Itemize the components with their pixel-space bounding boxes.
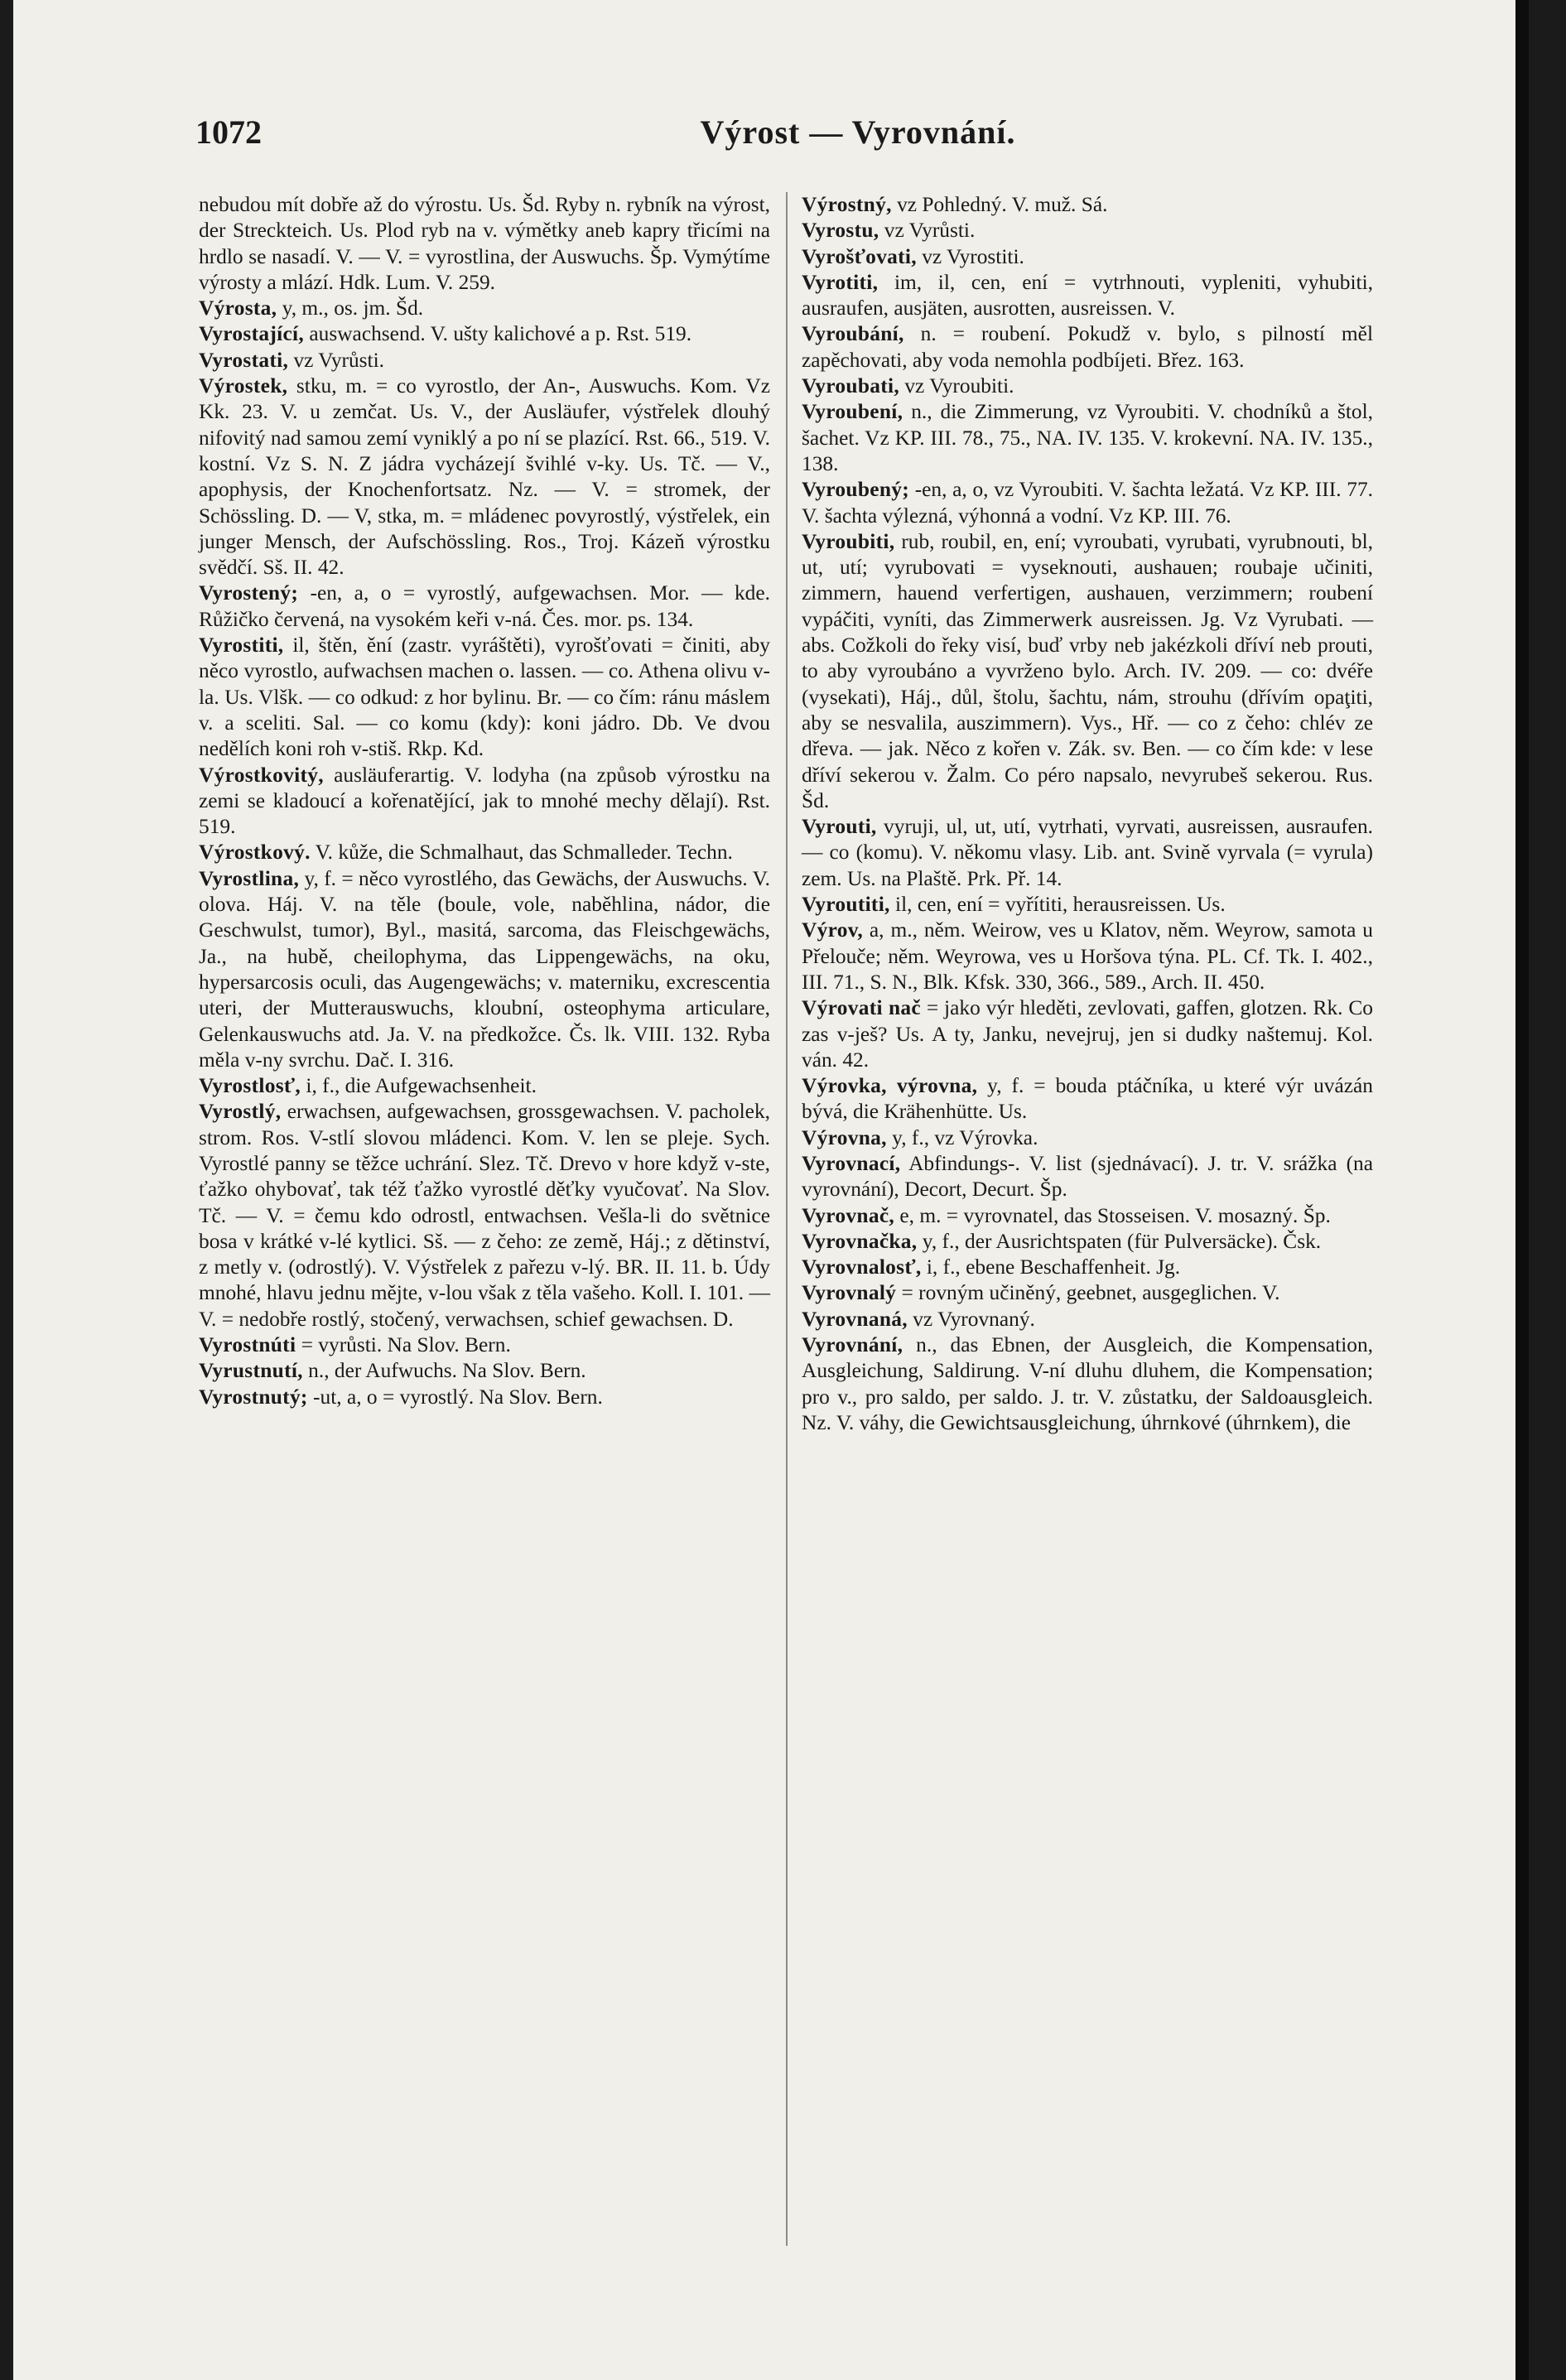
entry-definition: n., das Ebnen, der Ausgleich, die Kompensation, Ausgleichung, Saldirung. V-ní dluhu dluhem, die Kompensation; pro v., pro saldo, per saldo. J. tr. V. zůstatku, der Saldoausgleich. Nz. V. váhy, die Gewichtsausgleichung, úhrnkové (úhrnkem), die [802, 1333, 1373, 1434]
dictionary-entry [802, 918, 1373, 995]
entry-headword: Výrovka, výrovna, [802, 1074, 978, 1098]
dictionary-entry [199, 633, 770, 762]
dictionary-entry [199, 840, 770, 865]
dictionary-entry [802, 192, 1373, 218]
entry-definition: -en, a, o, vz Vyroubiti. V. šachta ležatá. Vz KP. III. 77. V. šachta výlezná, výhonná a vodní. Vz KP. III. 76. [802, 478, 1373, 528]
dictionary-entry [802, 1151, 1373, 1203]
dictionary-entry [199, 1073, 770, 1099]
entry-definition: stku, m. = co vyrostlo, der An-, Auswuchs. Kom. Vz Kk. 23. V. u zemčat. Us. V., der Ausläufer, výstřelek dlouhý nifovitý nad samou zemí vyniklý a po ní se plazící. Rst. 66., 519. V. kostní. Vz S. N. Z jádra vycházejí švihlé v-ky. Us. Tč. — V., apophysis, der Knochenfortsatz. Nz. — V. = stromek, der Schössling. D. — V, stka, m. = mládenec povyrostlý, výstřelek, ein junger Mensch, der Aufschössling. Ros., Troj. Kázeň výrostku svědčí. Sš. II. 42. [199, 374, 770, 580]
entry-headword: Výrovati nač [802, 996, 921, 1020]
entry-headword: Vyrovnalosť, [802, 1255, 922, 1279]
entry-headword: Vyrostnúti [199, 1333, 296, 1357]
dictionary-entry [199, 1332, 770, 1358]
left-column [199, 192, 770, 1410]
entry-headword: Vyrovnačka, [802, 1229, 918, 1253]
dictionary-entry [802, 1280, 1373, 1306]
dictionary-entry [802, 399, 1373, 477]
dictionary-entry [802, 270, 1373, 322]
entry-headword: Vyrošťovati, [802, 244, 917, 268]
page-header [195, 113, 1371, 162]
entry-headword: Výrov, [802, 918, 863, 942]
entry-headword: Vyrostený; [199, 581, 299, 605]
dictionary-entry [199, 1385, 770, 1410]
dictionary-entry [199, 763, 770, 841]
dictionary-entry [802, 1203, 1373, 1229]
dictionary-entry [802, 1125, 1373, 1151]
dictionary-entry [199, 296, 770, 321]
dictionary-entry [802, 1073, 1373, 1125]
column-divider [786, 192, 788, 2246]
entry-headword: Vyrovnání, [802, 1333, 903, 1357]
entry-headword: Vyrovnaná, [802, 1307, 908, 1331]
entry-headword: Výrostek, [199, 374, 288, 398]
entry-definition: Abfindungs-. V. list (sjednávací). J. tr. V. srážka (na vyrovnání), Decort, Decurt. Šp. [802, 1151, 1373, 1202]
entry-definition: auswachsend. V. ušty kalichové a p. Rst. 519. [304, 322, 692, 346]
entry-headword: Vyroubiti, [802, 529, 895, 553]
entry-headword: Vyroubený; [802, 478, 909, 502]
entry-headword: Vyrouti, [802, 815, 877, 839]
entry-definition: y, m., os. jm. Šd. [277, 296, 424, 320]
dictionary-entry [802, 1229, 1373, 1255]
entry-definition: a, m., něm. Weirow, ves u Klatov, něm. Weyrow, samota u Přelouče; něm. Weyrowa, ves u Horšova týna. PL. Cf. Tk. I. 402., III. 71., S. N., Blk. Kfsk. 330, 366., 589., Arch. II. 450. [802, 918, 1373, 994]
entry-definition: ausläuferartig. V. lodyha (na způsob výrostku na zemi se kladoucí a kořenatějící, jak to mnohé mechy dělají). Rst. 519. [199, 763, 770, 839]
entry-definition: -en, a, o = vyrostlý, aufgewachsen. Mor. — kde. Růžičko červená, na vysokém keři v-ná. Čes. mor. ps. 134. [199, 581, 770, 631]
dictionary-entry [199, 321, 770, 347]
dictionary-page [13, 0, 1529, 2380]
entry-definition: vz Vyrůsti. [879, 219, 976, 243]
entry-definition: vyruji, ul, ut, utí, vytrhati, vyrvati, ausreissen, ausraufen. — co (komu). V. někomu vlasy. Lib. ant. Svině vyrvala (= vyrula) zem. Us. na Plaště. Prk. Př. 14. [802, 815, 1373, 890]
entry-definition: -ut, a, o = vyrostlý. Na Slov. Bern. [307, 1385, 603, 1409]
running-head: Výrost — Vyrovnání. [700, 113, 1016, 151]
dictionary-entry [199, 1099, 770, 1332]
entry-headword: Vyrovnač, [802, 1203, 895, 1227]
dictionary-entry [802, 244, 1373, 270]
entry-definition: n., die Zimmerung, vz Vyroubiti. V. chodníků a štol, šachet. Vz KP. III. 78., 75., NA. IV. 135. V. krokevní. NA. IV. 135., 138. [802, 400, 1373, 475]
entry-definition: il, štěn, ění (zastr. vyráštěti), vyrošťovati = činiti, aby něco vyrostlo, aufwachsen machen o. lassen. — co. Athena olivu v-la. Us. Vlšk. — co odkud: z hor bylinu. Br. — co čím: ránu máslem v. a sceliti. Sal. — co komu (kdy): koni jádro. Db. Ve dvou nedělích koni roh v-stiš. Rkp. Kd. [199, 634, 770, 761]
entry-headword: Vyrostající, [199, 322, 305, 346]
entry-definition: vz Vyroubiti. [899, 374, 1014, 398]
dictionary-entry [199, 192, 770, 296]
dictionary-entry [199, 348, 770, 373]
entry-definition: erwachsen, aufgewachsen, grossgewachsen. V. pacholek, strom. Ros. V-stlí slovou mládenci. Kom. V. len se pleje. Sych. Vyrostlé panny se těžce uchrání. Slez. Tč. Drevo v hore když v-ste, ťažko ohybovať, tak též ťažko vyrostlé děťky vyučovať. Na Slov. Tč. — V. = čemu kdo odrostl, entwachsen. Vešla-li do světnice bosa v krátké v-lé kytlici. Sš. — z čeho: ze země, Háj.; z dětinství, z metly v. (odrostlý). V. Výstřelek z pařezu v-lý. BR. II. 11. b. Údy mnohé, hlavu jednu mějte, v-lou však z těla vašeho. Koll. I. 101. — V. = nedobře rostlý, stočený, verwachsen, schief gewachsen. D. [199, 1100, 770, 1331]
entry-headword: Vyrostu, [802, 219, 879, 243]
dictionary-entry [802, 529, 1373, 814]
entry-headword: Výrovna, [802, 1125, 887, 1149]
dictionary-entry [802, 1307, 1373, 1332]
entry-definition: vz Vyrovnaný. [907, 1307, 1035, 1331]
entry-definition: im, il, cen, ení = vytrhnouti, vypleniti, vyhubiti, ausraufen, ausjäten, ausrotten, ausreissen. V. [802, 270, 1373, 320]
entry-definition: vz Pohledný. V. muž. Sá. [891, 193, 1108, 216]
dictionary-entry [802, 1255, 1373, 1280]
entry-headword: Výrostkovitý, [199, 763, 324, 787]
entry-definition: nebudou mít dobře až do výrostu. Us. Šd. Ryby n. rybník na výrost, der Streckteich. Us. Plod ryb na v. výmětky aneb kapry třicími na hrdlo se nasadí. V. — V. = vyrostlina, der Auswuchs. Šp. Vymýtíme výrosty a mlází. Hdk. Lum. V. 259. [199, 193, 770, 294]
dictionary-entry [199, 866, 770, 1073]
entry-definition: e, m. = vyrovnatel, das Stosseisen. V. mosazný. Šp. [894, 1203, 1331, 1227]
entry-definition: i, f., die Aufgewachsenheit. [301, 1074, 537, 1098]
dictionary-entry [802, 477, 1373, 529]
dictionary-entry [802, 373, 1373, 399]
right-column [802, 192, 1373, 1436]
entry-headword: Vyrostati, [199, 348, 289, 372]
entry-headword: Vyrostnutý; [199, 1385, 308, 1409]
entry-headword: Výrosta, [199, 296, 277, 320]
entry-headword: Výrostkový. [199, 841, 311, 865]
entry-definition: i, f., ebene Beschaffenheit. Jg. [921, 1255, 1181, 1279]
entry-definition: rub, roubil, en, ení; vyroubati, vyrubati, vyrubnouti, bl, ut, utí; vyrubovati = vyseknouti, aushauen; roubaje učiniti, zimmern, hauend verfertigen, aushauen, verzimmern; roubení vypáčiti, vyníti, das Zimmerwerk ausreissen. Jg. Vz Vyrubati. — abs. Cožkoli do řeky visí, buď vrby neb jakézkoli dříví neb prouti, to aby vyroubáno a vyvrženo bylo. Arch. IV. 209. — co: dvéře (vysekati), Háj., důl, štolu, šachtu, nám, strouhu (dřívím opaţiti, aby se nesvalila, auszimmern). Vys., Hř. — co z čeho: chlév ze dřeva. — jak. Něco z kořen v. Zák. sv. Ben. — co čím kde: v lese dříví sekerou v. Žalm. Co péro napsalo, nevyrubeš sekerou. Rus. Šd. [802, 529, 1373, 812]
page-number: 1072 [195, 113, 262, 151]
entry-headword: Vyrostlina, [199, 866, 300, 890]
entry-definition: y, f., der Ausrichtspaten (für Pulversäcke). Čsk. [917, 1229, 1322, 1253]
entry-definition: vz Vyrůsti. [288, 348, 385, 372]
dictionary-entry [802, 321, 1373, 373]
entry-headword: Vyroubání, [802, 322, 904, 346]
entry-headword: Vyrostlý, [199, 1100, 282, 1124]
dictionary-entry [199, 581, 770, 633]
dictionary-entry [802, 218, 1373, 243]
dictionary-entry [802, 1332, 1373, 1436]
entry-definition: il, cen, ení = vyřítiti, herausreissen. Us. [889, 893, 1226, 917]
dictionary-entry [802, 892, 1373, 918]
entry-headword: Vyroutiti, [802, 893, 890, 917]
entry-headword: Vyrotiti, [802, 270, 879, 294]
entry-definition: V. kůže, die Schmalhaut, das Schmalleder. Techn. [310, 841, 733, 865]
dictionary-entry [802, 814, 1373, 892]
entry-definition: vz Vyrostiti. [916, 244, 1024, 268]
dictionary-entry [199, 1358, 770, 1384]
entry-headword: Vyroubati, [802, 374, 900, 398]
entry-headword: Vyrostiti, [199, 634, 284, 658]
entry-definition: = jako výr hleděti, zevlovati, gaffen, glotzen. Rk. Co zas v-ješ? Us. A ty, Janku, nevejruj, jen si dudky naštemuj. Kol. ván. 42. [802, 996, 1373, 1072]
entry-headword: Vyrostlosť, [199, 1074, 301, 1098]
entry-headword: Vyrovnací, [802, 1151, 901, 1175]
entry-definition: y, f. = bouda ptáčníka, u které výr uvázán bývá, die Krähenhütte. Us. [802, 1074, 1373, 1124]
entry-headword: Vyroubení, [802, 400, 903, 424]
page-edge [1515, 0, 1529, 2380]
entry-definition: = rovným učiněný, geebnet, ausgeglichen. V. [896, 1281, 1280, 1305]
entry-definition: y, f. = něco vyrostlého, das Gewächs, der Auswuchs. V. olova. Háj. V. na těle (boule, vole, naběhlina, nádor, die Geschwulst, tumor), Byl., masitá, sarcoma, das Fleischgewächs, Ja., na hubě, cheilophyma, das Lippengewächs, na oku, hypersarcosis oculi, das Augengewächs; v. materniku, excrescentia uteri, der Mutterauswuchs, kloubní, osteophyma articulare, Gelenkauswuchs atd. Ja. V. na předkožce. Čs. lk. VIII. 132. Ryba měla v-ny svrchu. Dač. I. 316. [199, 866, 770, 1072]
dictionary-entry [199, 373, 770, 581]
entry-definition: y, f., vz Výrovka. [886, 1125, 1038, 1149]
entry-definition: n. = roubení. Pokudž v. bylo, s pilností měl zapěchovati, aby voda nemohla podbíjeti. Břez. 163. [802, 322, 1373, 372]
entry-definition: = vyrůsti. Na Slov. Bern. [296, 1333, 511, 1357]
entry-headword: Vyrovnalý [802, 1281, 897, 1305]
entry-headword: Výrostný, [802, 193, 892, 216]
entry-headword: Vyrustnutí, [199, 1359, 303, 1383]
entry-definition: n., der Aufwuchs. Na Slov. Bern. [302, 1359, 586, 1383]
dictionary-entry [802, 995, 1373, 1073]
